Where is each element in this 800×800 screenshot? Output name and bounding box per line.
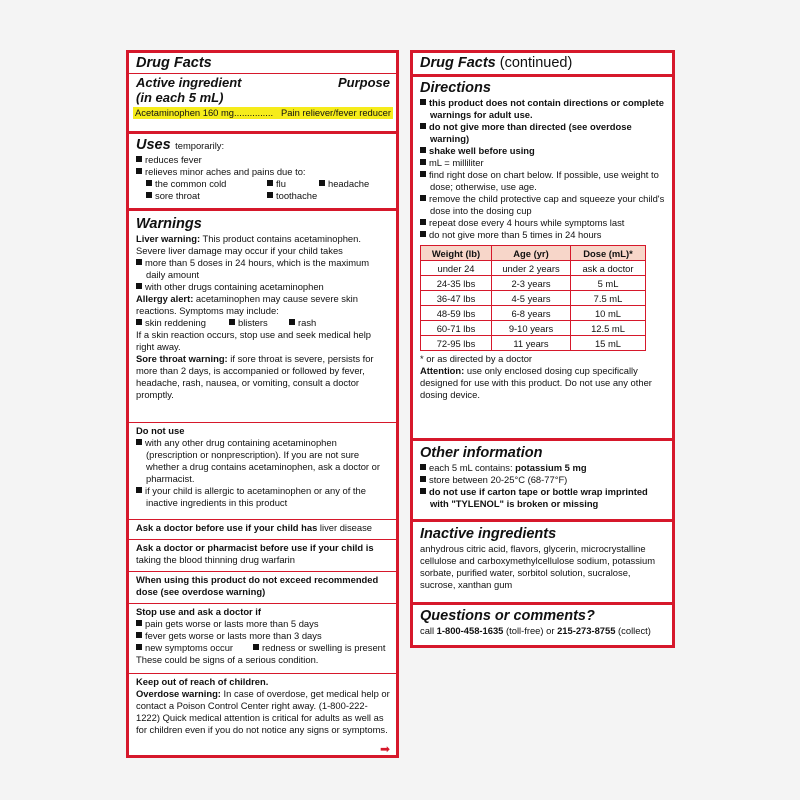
use-item: the common cold [155, 178, 227, 189]
ask-pharmacist-text: taking the blood thinning drug warfarin [136, 554, 295, 565]
table-row: 72-95 lbs 11 years 15 mL [421, 336, 646, 351]
symptom-item: skin reddening [145, 317, 206, 328]
bullet-square-icon [267, 192, 273, 198]
ingredient-highlight [133, 107, 393, 119]
warnings-section [129, 211, 396, 423]
phone-collect: 215-273-8755 [557, 625, 616, 636]
ask-doctor-label: Ask a doctor before use if your child has [136, 522, 318, 533]
directions-section [413, 77, 672, 441]
bullet-square-icon [420, 195, 426, 201]
bullet-square-icon [289, 319, 295, 325]
bullet-square-icon [136, 259, 142, 265]
bullet-square-icon [146, 180, 152, 186]
stop-use-heading: Stop use and ask a doctor if [136, 606, 262, 617]
table-row: 60-71 lbs 9-10 years 12.5 mL [421, 321, 646, 336]
list-item: shake well before using [420, 145, 666, 157]
inactive-ingredients-section [413, 522, 672, 605]
use-item: headache [328, 178, 370, 189]
bullet-square-icon [136, 319, 142, 325]
bullet-square-icon [420, 231, 426, 237]
sore-throat-warning: Sore throat warning: if sore throat is severe, persists for more than 2 days, is accompanied or followed by fever, headache, rash, nausea, or vomiting, consult a doctor promptly. [136, 353, 374, 400]
do-not-use-section [129, 423, 396, 520]
continued-title-section [413, 53, 672, 77]
questions-heading: Questions or comments? [420, 608, 595, 624]
bullet-square-icon [136, 283, 142, 289]
symptom-item: redness or swelling is present [262, 642, 386, 653]
keep-out-heading: Keep out of reach of children. [136, 676, 269, 687]
list-item: this product does not contain directions or complete warnings for adult use. [420, 97, 666, 121]
bullet-square-icon [420, 159, 426, 165]
list-item: each 5 mL contains: potassium 5 mg [420, 462, 666, 474]
attention-note: Attention: use only enclosed dosing cup specifically designed for use with this product. Do not use any other dosing device. [420, 365, 652, 400]
ingredient-name: Acetaminophen 160 mg............... [135, 107, 274, 118]
list-item: do not give more than 5 times in 24 hours [420, 229, 666, 241]
bullet-square-icon [267, 180, 273, 186]
symptom-item: rash [298, 317, 317, 328]
bullet-square-icon [319, 180, 325, 186]
column-header: Age (yr) [492, 246, 571, 261]
table-row: under 24 under 2 years ask a doctor [421, 261, 646, 276]
allergy-followup: If a skin reaction occurs, stop use and seek medical help right away. [136, 329, 372, 352]
bullet-square-icon [420, 123, 426, 129]
directions-heading: Directions [420, 80, 491, 96]
when-using-text: When using this product do not exceed recommended dose (see overdose warning) [136, 574, 379, 597]
bullet-square-icon [420, 171, 426, 177]
uses-intro: temporarily: [175, 140, 225, 151]
drug-facts-panel-right [410, 50, 675, 648]
list-item: relieves minor aches and pains due to: [136, 166, 390, 178]
bullet-square-icon [136, 439, 142, 445]
inactive-ingredients-heading: Inactive ingredients [420, 526, 557, 542]
overdose-warning: Overdose warning: In case of overdose, get medical help or contact a Poison Control Center right away. (1-800-222-1222) Quick medical attention is critical for adults as well as for children even if you do not notice any signs or symptoms. [136, 688, 390, 735]
bullet-square-icon [420, 476, 426, 482]
ingredient-purpose: Pain reliever/fever reducer [281, 107, 391, 118]
bullet-square-icon [420, 488, 426, 494]
inactive-ingredients-text: anhydrous citric acid, flavors, glycerin, microcrystalline cellulose and carboxymethylcellulose sodium, potassium sorbate, purified water, sorbitol solution, sucralose, sucrose, xanthan gum [420, 543, 656, 590]
list-item: with other drugs containing acetaminophen [136, 281, 390, 293]
list-item: remove the child protective cap and squeeze your child's dose into the dosing cup [420, 193, 666, 217]
symptom-item: blisters [238, 317, 268, 328]
uses-heading: Uses [136, 137, 171, 153]
use-item: sore throat [155, 190, 200, 201]
active-ingredient-subheading: (in each 5 mL) [136, 90, 224, 105]
allergy-alert: Allergy alert: acetaminophen may cause severe skin reactions. Symptoms may include: [136, 293, 358, 316]
drug-facts-title: Drug Facts [136, 55, 212, 71]
ask-pharmacist-label: Ask a doctor or pharmacist before use if your child is [136, 542, 374, 553]
contact-line: call 1-800-458-1635 (toll-free) or 215-273-8755 (collect) [420, 625, 651, 636]
questions-section [413, 605, 672, 643]
stop-use-section [129, 604, 396, 674]
stop-use-note: These could be signs of a serious condition. [136, 654, 319, 665]
warnings-heading: Warnings [136, 216, 202, 232]
bullet-square-icon [146, 192, 152, 198]
ask-doctor-section [129, 520, 396, 540]
list-item: more than 5 doses in 24 hours, which is the maximum daily amount [136, 257, 390, 281]
bullet-square-icon [136, 487, 142, 493]
bullet-square-icon [136, 632, 142, 638]
do-not-use-heading: Do not use [136, 425, 185, 436]
liver-warning: Liver warning: This product contains acetaminophen. Severe liver damage may occur if your child takes [136, 233, 361, 256]
bullet-square-icon [253, 644, 259, 650]
symptom-item: new symptoms occur [145, 642, 234, 653]
bullet-square-icon [136, 644, 142, 650]
active-ingredient-heading: Active ingredient [136, 75, 242, 90]
bullet-square-icon [229, 319, 235, 325]
keep-out-section [129, 674, 396, 760]
bullet-square-icon [136, 156, 142, 162]
list-item: reduces fever [136, 154, 390, 166]
bullet-square-icon [420, 99, 426, 105]
list-item: store between 20-25°C (68-77°F) [420, 474, 666, 486]
continued-label: (continued) [495, 55, 573, 71]
other-information-section [413, 441, 672, 522]
table-row: 36-47 lbs 4-5 years 7.5 mL [421, 291, 646, 306]
ask-doctor-text: liver disease [317, 522, 373, 533]
drug-facts-panel-left [126, 50, 399, 758]
use-item: flu [276, 178, 286, 189]
column-header: Dose (mL)* [571, 246, 646, 261]
list-item: do not use if carton tape or bottle wrap imprinted with "TYLENOL" is broken or missing [420, 486, 666, 510]
dosing-table [420, 245, 646, 351]
column-header: Weight (lb) [421, 246, 492, 261]
list-item: fever gets worse or lasts more than 3 days [136, 630, 390, 642]
continue-arrow-icon: ➡ [379, 742, 390, 756]
phone-toll-free: 1-800-458-1635 [436, 625, 504, 636]
table-row: 48-59 lbs 6-8 years 10 mL [421, 306, 646, 321]
bullet-square-icon [420, 464, 426, 470]
when-using-section [129, 572, 396, 604]
bullet-square-icon [136, 168, 142, 174]
ask-pharmacist-section [129, 540, 396, 572]
table-header-row [421, 246, 646, 261]
purpose-heading: Purpose [337, 75, 390, 90]
table-footnote: * or as directed by a doctor [420, 353, 533, 364]
use-item: toothache [276, 190, 318, 201]
bullet-square-icon [420, 147, 426, 153]
list-item: with any other drug containing acetaminophen (prescription or nonprescription). If you are not sure whether a drug contains acetaminophen, ask a doctor or pharmacist. [136, 437, 390, 485]
drug-facts-title: Drug Facts [420, 55, 496, 71]
other-information-heading: Other information [420, 445, 543, 461]
bullet-square-icon [136, 620, 142, 626]
list-item: find right dose on chart below. If possible, use weight to dose; otherwise, use age. [420, 169, 666, 193]
list-item: repeat dose every 4 hours while symptoms last [420, 217, 666, 229]
list-item: if your child is allergic to acetaminophen or any of the inactive ingredients in this product [136, 485, 390, 509]
list-item: mL = milliliter [420, 157, 666, 169]
list-item: pain gets worse or lasts more than 5 days [136, 618, 390, 630]
bullet-square-icon [420, 219, 426, 225]
active-ingredient-section [129, 53, 396, 134]
uses-section [129, 134, 396, 211]
table-row: 24-35 lbs 2-3 years 5 mL [421, 276, 646, 291]
list-item: do not give more than directed (see overdose warning) [420, 121, 666, 145]
